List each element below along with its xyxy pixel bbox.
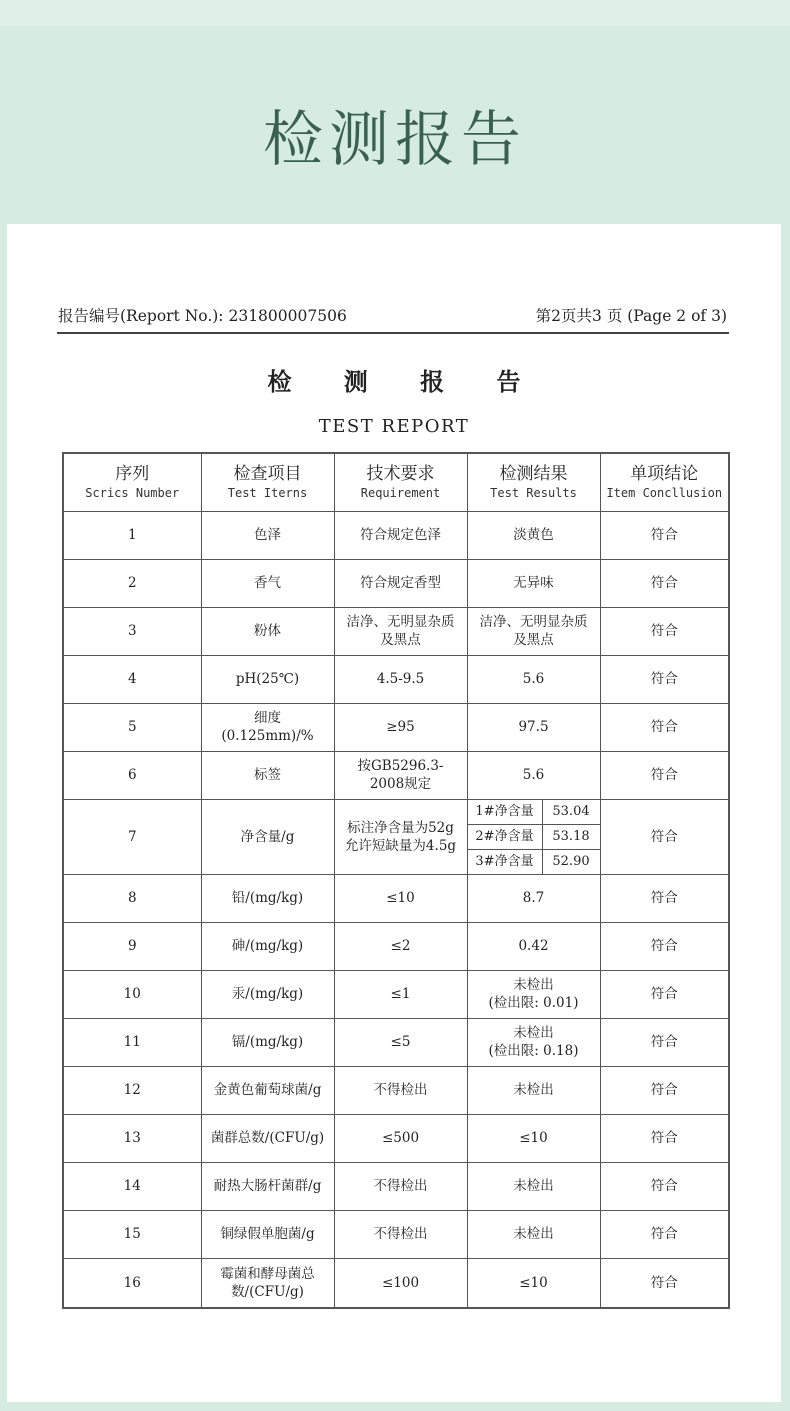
- cell-number: 3: [63, 607, 201, 655]
- cell-result-sub: [467, 849, 600, 874]
- cell-requirement: ≤2: [334, 922, 467, 970]
- column-header-item: 检查项目 Test Iterns: [201, 453, 334, 511]
- cell-item: 菌群总数/(CFU/g): [201, 1114, 334, 1162]
- cell-requirement: 4.5-9.5: [334, 655, 467, 703]
- cell-result: [467, 1210, 600, 1258]
- result-value: 未检出: [513, 1226, 554, 1242]
- cell-item: pH(25℃): [201, 655, 334, 703]
- result-value: ≤10: [519, 1130, 548, 1146]
- cell-item: 细度(0.125mm)/%: [201, 703, 334, 751]
- cell-number: 15: [63, 1210, 201, 1258]
- cell-conclusion: 符合: [600, 751, 729, 799]
- result-value: 97.5: [518, 719, 549, 735]
- cell-item: 铅/(mg/kg): [201, 874, 334, 922]
- cell-item: 香气: [201, 559, 334, 607]
- cell-number: 16: [63, 1258, 201, 1308]
- cell-conclusion: 符合: [600, 655, 729, 703]
- cell-result: [467, 655, 600, 703]
- cell-conclusion: 符合: [600, 922, 729, 970]
- cell-requirement: 不得检出: [334, 1066, 467, 1114]
- cell-item: 铜绿假单胞菌/g: [201, 1210, 334, 1258]
- sub-sample-value: 53.04: [552, 803, 590, 819]
- cell-result: [467, 970, 600, 1018]
- cell-result: [467, 1018, 600, 1066]
- cell-requirement: ≤500: [334, 1114, 467, 1162]
- column-header-requirement: 技术要求 Requirement: [334, 453, 467, 511]
- sub-sample-name: 2#净含量: [468, 825, 543, 849]
- cell-number: 12: [63, 1066, 201, 1114]
- result-value: 0.42: [518, 938, 549, 954]
- cell-item: 霉菌和酵母菌总数/(CFU/g): [201, 1258, 334, 1308]
- cell-item: 标签: [201, 751, 334, 799]
- report-sheet: [7, 224, 781, 1402]
- table-row: [63, 703, 729, 751]
- cell-conclusion: 符合: [600, 1258, 729, 1308]
- cell-item: 镉/(mg/kg): [201, 1018, 334, 1066]
- table-row: [63, 922, 729, 970]
- cell-item: 粉体: [201, 607, 334, 655]
- sub-sample-value: 53.18: [552, 828, 590, 844]
- cell-result-sub: [467, 799, 600, 824]
- column-header-conclusion: 单项结论 Item Concllusion: [600, 453, 729, 511]
- table-row: [63, 1114, 729, 1162]
- cell-requirement: ≤5: [334, 1018, 467, 1066]
- sub-sample-name: 1#净含量: [468, 800, 543, 824]
- cell-conclusion: 符合: [600, 970, 729, 1018]
- cell-result: [467, 1066, 600, 1114]
- cell-number: 13: [63, 1114, 201, 1162]
- cell-requirement: ≤10: [334, 874, 467, 922]
- cell-requirement: 洁净、无明显杂质及黑点: [334, 607, 467, 655]
- cell-number: 14: [63, 1162, 201, 1210]
- cell-item: 汞/(mg/kg): [201, 970, 334, 1018]
- cell-item: 净含量/g: [201, 799, 334, 874]
- cell-number: 5: [63, 703, 201, 751]
- table-row: [63, 511, 729, 559]
- cell-conclusion: 符合: [600, 1162, 729, 1210]
- cell-result: [467, 922, 600, 970]
- result-value: ≤10: [519, 1274, 548, 1291]
- cell-number: 6: [63, 751, 201, 799]
- result-detection-limit: (检出限: 0.01): [488, 995, 579, 1011]
- result-value: 未检出: [513, 977, 554, 993]
- table-row: [63, 970, 729, 1018]
- cell-conclusion: 符合: [600, 874, 729, 922]
- report-number: [58, 304, 347, 326]
- cell-result: [467, 874, 600, 922]
- table-row: [63, 1258, 729, 1308]
- table-row: [63, 874, 729, 922]
- document-subtitle: TEST REPORT: [318, 416, 470, 437]
- top-band: [0, 0, 790, 26]
- cell-number: 11: [63, 1018, 201, 1066]
- cell-result: [467, 1162, 600, 1210]
- sub-sample-value: 52.90: [552, 853, 590, 869]
- cell-number: 1: [63, 511, 201, 559]
- result-value: 未检出: [513, 1025, 554, 1041]
- cell-result: [467, 703, 600, 751]
- page-info: 第2页共3 页 (Page 2 of 3): [535, 307, 727, 325]
- report-number-label: 报告编号(Report No.):: [58, 307, 224, 325]
- sub-sample-name: 3#净含量: [468, 850, 543, 874]
- header-divider: [57, 332, 729, 334]
- cell-number: 9: [63, 922, 201, 970]
- banner-title: 检测报告: [263, 105, 527, 175]
- result-value: 未检出: [513, 1082, 554, 1098]
- cell-conclusion: 符合: [600, 1210, 729, 1258]
- cell-conclusion: 符合: [600, 1114, 729, 1162]
- result-value: 洁净、无明显杂质及黑点: [479, 614, 588, 648]
- cell-conclusion: 符合: [600, 799, 729, 874]
- cell-item: 色泽: [201, 511, 334, 559]
- cell-number: 4: [63, 655, 201, 703]
- cell-requirement: 符合规定色泽: [334, 511, 467, 559]
- cell-item: 砷/(mg/kg): [201, 922, 334, 970]
- cell-number: 10: [63, 970, 201, 1018]
- cell-requirement: 符合规定香型: [334, 559, 467, 607]
- result-value: 淡黄色: [513, 527, 554, 543]
- column-header-result: 检测结果 Test Results: [467, 453, 600, 511]
- cell-result: [467, 751, 600, 799]
- result-value: 未检出: [513, 1178, 554, 1194]
- column-header-number: 序列 Scrics Number: [63, 453, 201, 511]
- cell-requirement: ≤100: [334, 1258, 467, 1308]
- cell-requirement: 标注净含量为52g允许短缺量为4.5g: [334, 799, 467, 874]
- cell-number: 7: [63, 799, 201, 874]
- cell-result: [467, 607, 600, 655]
- cell-number: 2: [63, 559, 201, 607]
- cell-result: [467, 1114, 600, 1162]
- test-results-table: [62, 452, 730, 1309]
- cell-requirement: 不得检出: [334, 1162, 467, 1210]
- cell-requirement: 不得检出: [334, 1210, 467, 1258]
- table-row: [63, 607, 729, 655]
- table-row: [63, 655, 729, 703]
- table-row: [63, 751, 729, 799]
- cell-requirement: 按GB5296.3-2008规定: [334, 751, 467, 799]
- cell-item: 耐热大肠杆菌群/g: [201, 1162, 334, 1210]
- cell-conclusion: 符合: [600, 703, 729, 751]
- table-header-row: [63, 453, 729, 511]
- cell-requirement: ≥95: [334, 703, 467, 751]
- cell-result: [467, 1258, 600, 1308]
- cell-conclusion: 符合: [600, 1066, 729, 1114]
- cell-result: [467, 559, 600, 607]
- table-row: [63, 1066, 729, 1114]
- cell-number: 8: [63, 874, 201, 922]
- document-title: 检 测 报 告: [267, 368, 543, 396]
- report-number-value: 231800007506: [228, 307, 347, 325]
- result-detection-limit: (检出限: 0.18): [488, 1043, 579, 1059]
- table-row: [63, 799, 729, 824]
- table-row: [63, 1162, 729, 1210]
- cell-requirement: ≤1: [334, 970, 467, 1018]
- cell-conclusion: 符合: [600, 1018, 729, 1066]
- table-row: [63, 1018, 729, 1066]
- result-value: 5.6: [522, 671, 545, 687]
- result-value: 无异味: [513, 575, 554, 591]
- cell-conclusion: 符合: [600, 559, 729, 607]
- table-row: [63, 1210, 729, 1258]
- cell-result-sub: [467, 824, 600, 849]
- result-value: 5.6: [522, 767, 545, 783]
- cell-conclusion: 符合: [600, 607, 729, 655]
- cell-result: [467, 511, 600, 559]
- cell-item: 金黄色葡萄球菌/g: [201, 1066, 334, 1114]
- cell-conclusion: 符合: [600, 511, 729, 559]
- table-row: [63, 559, 729, 607]
- result-value: 8.7: [522, 890, 545, 906]
